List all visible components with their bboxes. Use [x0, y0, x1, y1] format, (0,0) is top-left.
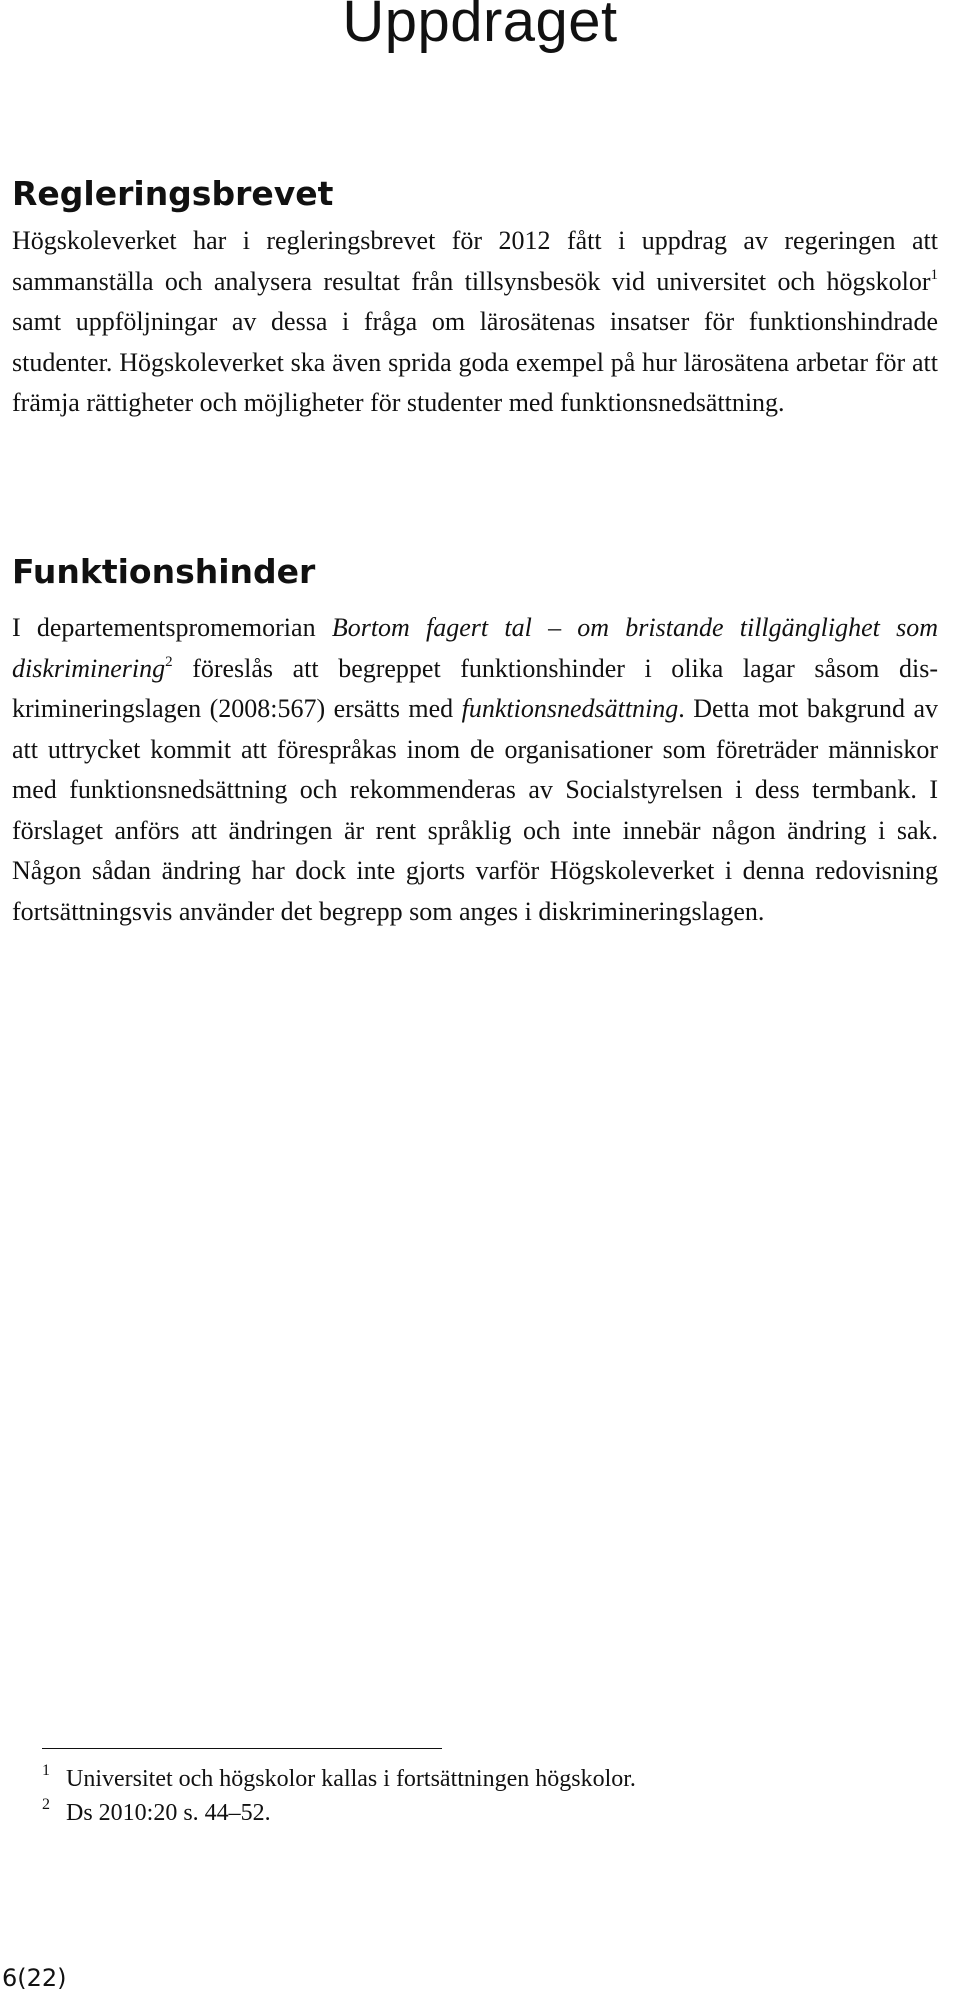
footnotes: [42, 1762, 922, 1830]
footnote-text: Ds 2010:20 s. 44–52.: [66, 1800, 271, 1826]
paragraph-text: samt uppföljningar av dessa i fråga om lärosätenas insatser för funktionshindrade studenter. Högskoleverket ska även sprida goda exempel på hur lärosätena arbetar för att främja rättigheter och möjligheter för studenter med funktionsnedsättning.: [12, 307, 938, 417]
section-paragraph-funktionshinder: [12, 608, 938, 932]
publication-title: Bortom fagert tal – om bristande tillgänglighet som diskriminering: [12, 613, 938, 683]
section-heading-regleringsbrevet: Regleringsbrevet: [12, 174, 334, 213]
footnote-divider: [42, 1748, 442, 1749]
page-title: Uppdraget: [342, 0, 618, 54]
footnote-text: Universitet och högskolor kallas i fortsättningen högskolor.: [66, 1766, 636, 1792]
paragraph-text: föreslås att begreppet funktionshinder i olika lagar såsom diskrimineringslagen (2008:567) ersätts med: [12, 653, 938, 723]
page-number: 6(22): [2, 1964, 67, 1992]
paragraph-text: Högskoleverket har i regleringsbrevet för 2012 fått i uppdrag av regeringen att sammanställa och analysera resultat från tillsynsbesök vid universitet och högskolor: [12, 226, 938, 296]
footnote-1: 1 Universitet och högskolor kallas i fortsättningen högskolor.: [42, 1762, 636, 1792]
footnote-reference-1: 1: [930, 266, 938, 283]
paragraph-text: . Detta mot bakgrund av att uttrycket kommit att förespråkas inom de organisationer som företräder människor med funktionsnedsättning och rekommenderas av Socialstyrelsen i dess termbank. I förslaget anförs att ändringen är rent språklig och inte innebär någon ändring i sak. Någon sådan ändring har dock inte gjorts varför Högskoleverket i denna redovisning fortsättningsvis använder det begrepp som anges i diskrimineringslagen.: [12, 694, 938, 926]
section-paragraph-regleringsbrevet: [12, 221, 938, 424]
footnote-2: 2 Ds 2010:20 s. 44–52.: [42, 1796, 271, 1826]
section-heading-funktionshinder: Funktionshinder: [12, 552, 316, 591]
paragraph-text: I departementspromemorian: [12, 613, 332, 642]
footnote-reference-2: 2: [165, 653, 173, 670]
emphasized-term: funktionsnedsättning: [461, 694, 679, 723]
